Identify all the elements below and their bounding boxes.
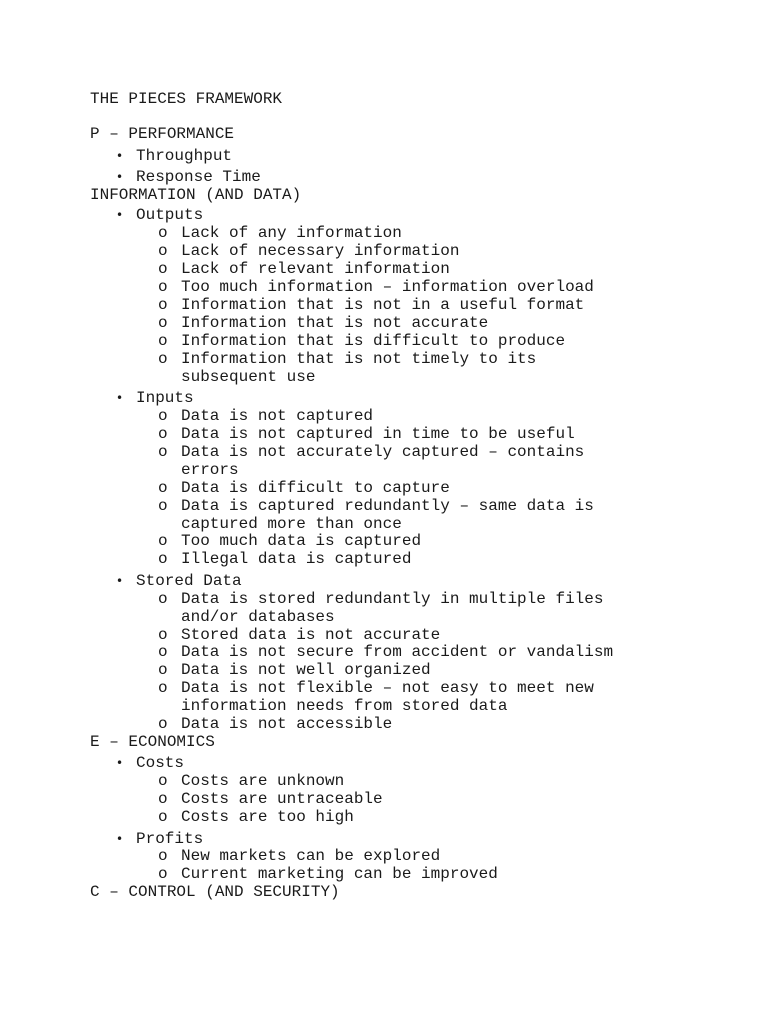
- sub-bullet-icon: o: [158, 715, 168, 733]
- sub-item: [158, 590, 604, 608]
- sub-bullet-icon: o: [158, 407, 168, 425]
- sub-item-continuation: [181, 608, 335, 626]
- line-text: Data is not accurately captured – contains: [181, 443, 585, 461]
- sub-item: [158, 425, 575, 443]
- line-text: Lack of necessary information: [181, 242, 460, 260]
- sub-bullet-icon: o: [158, 425, 168, 443]
- sub-bullet-icon: o: [158, 626, 168, 644]
- sub-item: [158, 626, 441, 644]
- sub-bullet-icon: o: [158, 224, 168, 242]
- sub-item: [158, 242, 460, 260]
- line-text: Data is not secure from accident or vandalism: [181, 643, 614, 661]
- line-text: Stored data is not accurate: [181, 626, 441, 644]
- sub-item: [158, 278, 594, 296]
- section-heading: [90, 186, 301, 204]
- line-text: INFORMATION (AND DATA): [90, 186, 302, 204]
- sub-item: [158, 847, 441, 865]
- sub-bullet-icon: o: [158, 661, 168, 679]
- line-text: Data is not accessible: [181, 715, 393, 733]
- sub-item: [158, 790, 383, 808]
- line-text: Response Time: [136, 168, 261, 186]
- sub-bullet-icon: o: [158, 278, 168, 296]
- bullet-item: [116, 830, 204, 848]
- bullet-icon: •: [116, 208, 124, 222]
- sub-bullet-icon: o: [158, 643, 168, 661]
- bullet-icon: •: [116, 170, 124, 184]
- sub-bullet-icon: o: [158, 679, 168, 697]
- sub-bullet-icon: o: [158, 497, 168, 515]
- sub-item: [158, 808, 354, 826]
- line-text: Lack of any information: [181, 224, 402, 242]
- line-text: Data is not flexible – not easy to meet new: [181, 679, 594, 697]
- line-text: Stored Data: [136, 572, 242, 590]
- line-text: Data is stored redundantly in multiple files: [181, 590, 604, 608]
- line-text: information needs from stored data: [181, 697, 508, 715]
- bullet-icon: •: [116, 832, 124, 846]
- sub-item: [158, 296, 585, 314]
- bullet-icon: •: [116, 574, 124, 588]
- document-title: THE PIECES FRAMEWORK: [90, 90, 283, 108]
- line-text: Information that is difficult to produce: [181, 332, 566, 350]
- line-text: Data is not captured: [181, 407, 374, 425]
- line-text: and/or databases: [181, 608, 335, 626]
- line-text: Current marketing can be improved: [181, 865, 498, 883]
- line-text: Costs are unknown: [181, 772, 345, 790]
- bullet-icon: •: [116, 391, 124, 405]
- sub-bullet-icon: o: [158, 296, 168, 314]
- bullet-item: [116, 572, 242, 590]
- line-text: Profits: [136, 830, 204, 848]
- line-text: E – ECONOMICS: [90, 733, 215, 751]
- sub-bullet-icon: o: [158, 847, 168, 865]
- bullet-icon: •: [116, 756, 124, 770]
- sub-item: [158, 443, 585, 461]
- sub-bullet-icon: o: [158, 865, 168, 883]
- line-text: subsequent use: [181, 368, 316, 386]
- section-heading: [90, 733, 215, 751]
- line-text: P – PERFORMANCE: [90, 125, 235, 143]
- bullet-item: [116, 206, 204, 224]
- sub-item: [158, 643, 614, 661]
- sub-bullet-icon: o: [158, 479, 168, 497]
- sub-item-continuation: [181, 368, 315, 386]
- line-text: Throughput: [136, 147, 233, 165]
- line-text: Too much information – information overload: [181, 278, 594, 296]
- sub-item: [158, 497, 594, 515]
- line-text: errors: [181, 461, 239, 479]
- sub-item: [158, 407, 374, 425]
- sub-bullet-icon: o: [158, 590, 168, 608]
- sub-item-continuation: [181, 461, 239, 479]
- sub-item-continuation: [181, 515, 402, 533]
- line-text: Information that is not timely to its: [181, 350, 537, 368]
- sub-item: [158, 715, 393, 733]
- line-text: captured more than once: [181, 515, 402, 533]
- sub-item: [158, 679, 594, 697]
- sub-item: [158, 350, 537, 368]
- sub-item: [158, 332, 566, 350]
- line-text: Too much data is captured: [181, 532, 422, 550]
- sub-bullet-icon: o: [158, 314, 168, 332]
- bullet-item: [116, 147, 233, 165]
- line-text: Information that is not in a useful format: [181, 296, 585, 314]
- bullet-item: [116, 389, 194, 407]
- line-text: Illegal data is captured: [181, 550, 412, 568]
- line-text: Costs are too high: [181, 808, 354, 826]
- line-text: Inputs: [136, 389, 194, 407]
- sub-bullet-icon: o: [158, 532, 168, 550]
- line-text: Data is captured redundantly – same data is: [181, 497, 594, 515]
- sub-bullet-icon: o: [158, 808, 168, 826]
- sub-bullet-icon: o: [158, 772, 168, 790]
- sub-bullet-icon: o: [158, 350, 168, 368]
- sub-bullet-icon: o: [158, 550, 168, 568]
- sub-item: [158, 479, 450, 497]
- sub-bullet-icon: o: [158, 260, 168, 278]
- line-text: Outputs: [136, 206, 204, 224]
- line-text: Data is difficult to capture: [181, 479, 450, 497]
- line-text: Lack of relevant information: [181, 260, 450, 278]
- sub-item: [158, 661, 431, 679]
- sub-item: [158, 532, 422, 550]
- sub-bullet-icon: o: [158, 790, 168, 808]
- sub-item: [158, 224, 402, 242]
- sub-item: [158, 550, 412, 568]
- sub-bullet-icon: o: [158, 443, 168, 461]
- sub-item: [158, 865, 498, 883]
- bullet-item: [116, 754, 185, 772]
- section-heading: [90, 125, 234, 143]
- section-heading: [90, 883, 340, 901]
- line-text: Data is not well organized: [181, 661, 431, 679]
- bullet-item: [116, 168, 261, 186]
- sub-bullet-icon: o: [158, 242, 168, 260]
- line-text: Information that is not accurate: [181, 314, 489, 332]
- line-text: C – CONTROL (AND SECURITY): [90, 883, 340, 901]
- bullet-icon: •: [116, 149, 124, 163]
- sub-bullet-icon: o: [158, 332, 168, 350]
- sub-item: [158, 314, 489, 332]
- sub-item-continuation: [181, 697, 507, 715]
- sub-item: [158, 772, 345, 790]
- line-text: New markets can be explored: [181, 847, 441, 865]
- line-text: Data is not captured in time to be useful: [181, 425, 575, 443]
- sub-item: [158, 260, 450, 278]
- line-text: Costs: [136, 754, 185, 772]
- line-text: Costs are untraceable: [181, 790, 383, 808]
